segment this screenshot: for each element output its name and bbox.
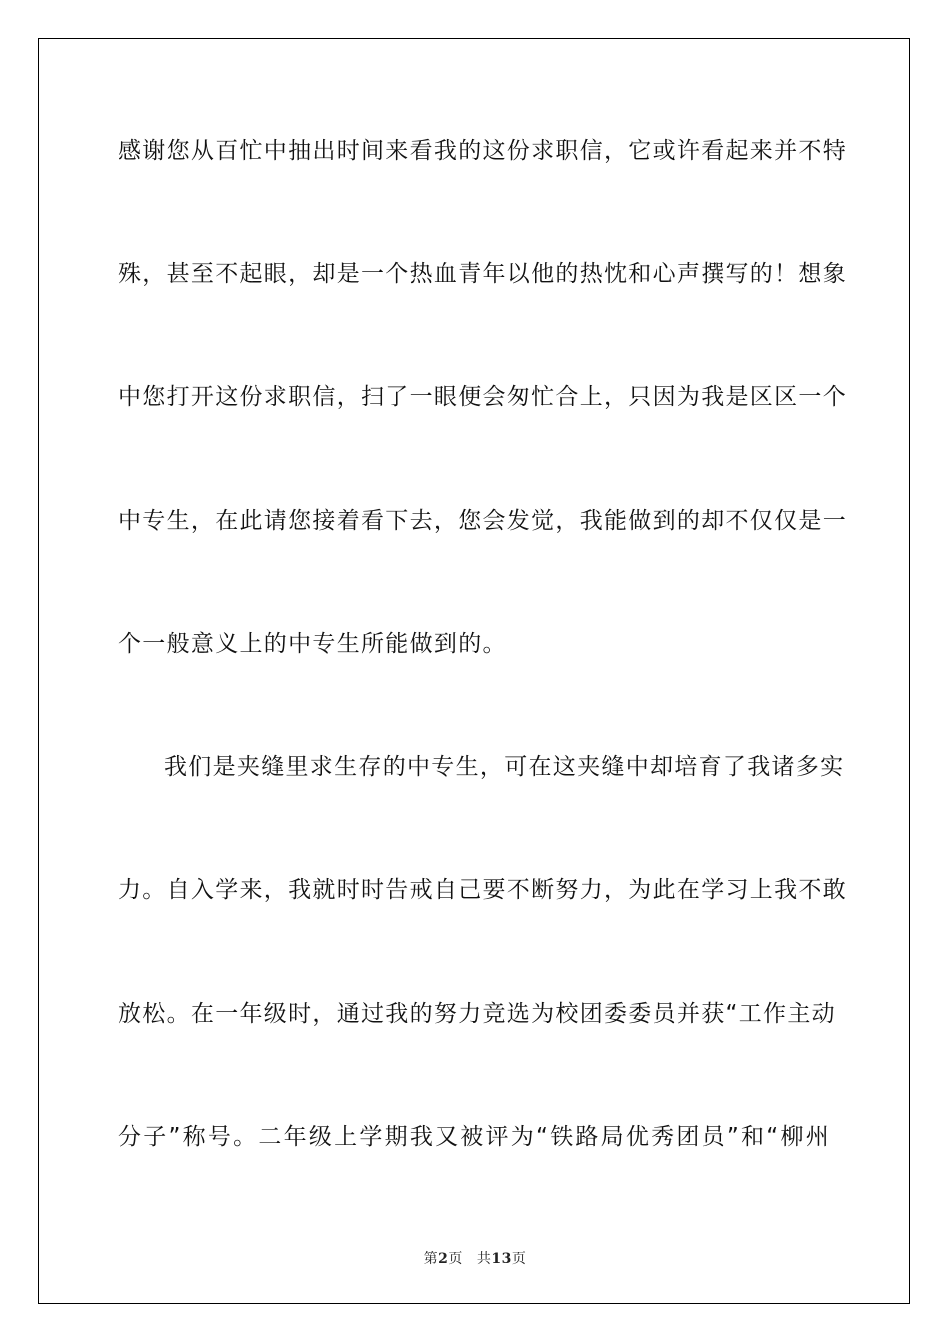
page-number: 2 [438,1251,449,1267]
paragraph-line: 殊，甚至不起眼，却是一个热血青年以他的热忱和心声撰写的！想象 [118,261,847,287]
paragraph-line: 分子”称号。二年级上学期我又被评为“铁路局优秀团员”和“柳州 [118,1124,830,1150]
total-prefix: 共 [476,1251,492,1267]
paragraph-line: 力。自入学来，我就时时告戒自己要不断努力，为此在学习上我不敢 [118,877,847,903]
paragraph-line: 感谢您从百忙中抽出时间来看我的这份求职信，它或许看起来并不特 [118,138,847,164]
paragraph-line: 中专生，在此请您接着看下去，您会发觉，我能做到的却不仅仅是一 [118,508,847,534]
paragraph-line: 我们是夹缝里求生存的中专生，可在这夹缝中却培育了我诸多实 [164,754,845,780]
page-suffix: 页 [448,1251,463,1267]
page-footer [0,1248,950,1268]
page-prefix: 第 [423,1251,439,1267]
page-border [38,38,910,1304]
total-pages: 13 [491,1251,512,1267]
paragraph-line: 放松。在一年级时，通过我的努力竞选为校团委委员并获“工作主动 [118,1001,836,1027]
paragraph-line: 中您打开这份求职信，扫了一眼便会匆忙合上，只因为我是区区一个 [118,384,847,410]
total-suffix: 页 [511,1251,527,1267]
paragraph-line: 个一般意义上的中专生所能做到的。 [118,631,507,657]
